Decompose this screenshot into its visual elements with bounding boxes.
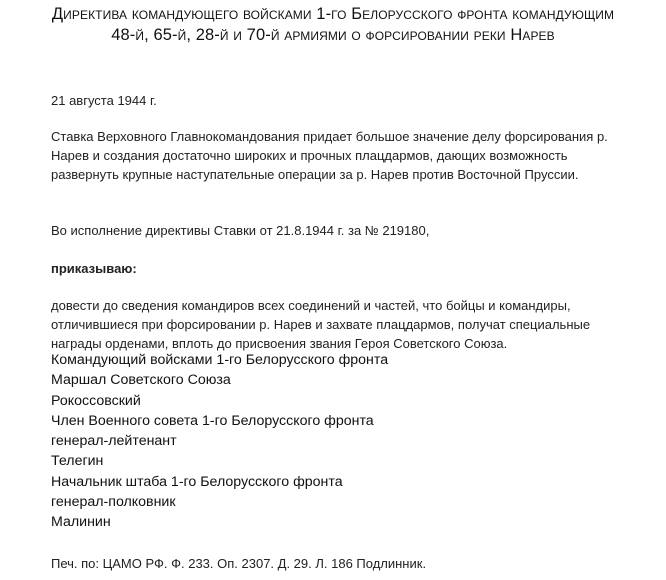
- signature-line: Маршал Советского Союза: [51, 372, 231, 389]
- paragraph-stavka: Ставка Верховного Главнокомандования придает большое значение делу форсирования р. Нарев и создания достаточно широких и прочных плацдармов, дающих возможность развернуть крупные наступательные операции за р. Нарев против Восточной Пруссии.: [51, 129, 608, 182]
- signature-line: Начальник штаба 1-го Белорусского фронта: [51, 473, 343, 490]
- paragraph-awards: довести до сведения командиров всех соединений и частей, что бойцы и командиры, отличившиеся при форсировании р. Нарев и захвате плацдармов, получат специальные награды орденами, вплоть до присвоения звания Героя Советского Союза.: [51, 298, 591, 351]
- document-title: Директива командующего войсками 1-го Белорусского фронта командующим 48-й, 65-й, 28-й и 70-й армиями о форсировании реки Нарев: [51, 5, 615, 44]
- signature-line: генерал-лейтенант: [51, 433, 177, 450]
- signature-line: генерал-полковник: [51, 494, 176, 511]
- document-date: 21 августа 1944 г.: [51, 93, 157, 108]
- signature-line: Малинин: [51, 514, 111, 531]
- source-citation: Печ. по: ЦАМО РФ. Ф. 233. Оп. 2307. Д. 29. Л. 186 Подлинник.: [51, 556, 427, 571]
- signature-line: Член Военного совета 1-го Белорусского фронта: [51, 412, 374, 429]
- order-word: приказываю:: [51, 261, 137, 276]
- signature-line: Командующий войсками 1-го Белорусского фронта: [51, 352, 389, 368]
- paragraph-directive-reference: Во исполнение директивы Ставки от 21.8.1944 г. за № 219180,: [51, 223, 430, 238]
- signature-block: [51, 350, 626, 533]
- signature-line: Телегин: [51, 453, 104, 470]
- signature-line: Рокоссовский: [51, 392, 141, 409]
